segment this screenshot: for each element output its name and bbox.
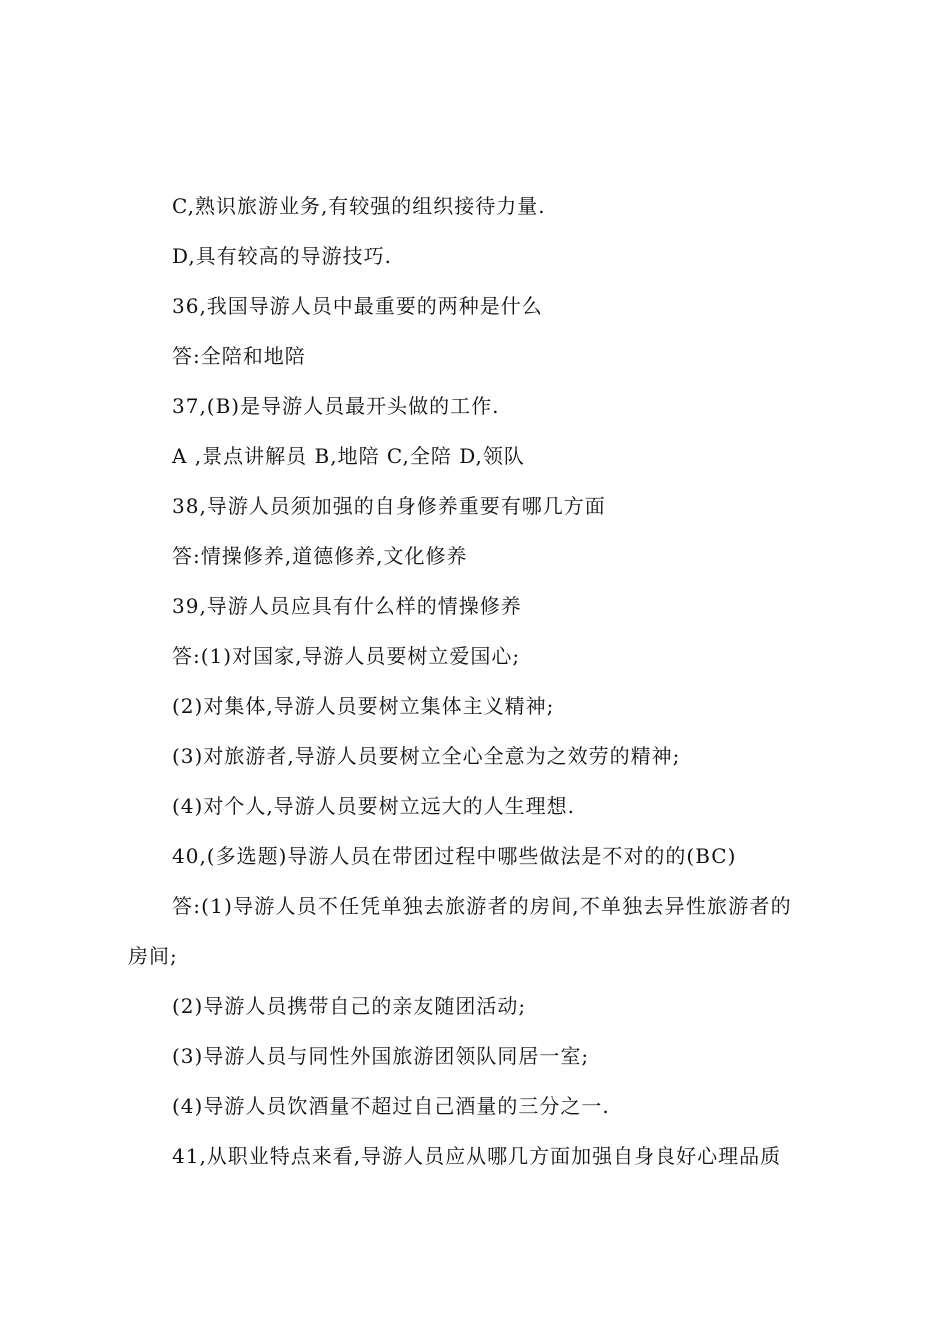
- question-37: 37,(B)是导游人员最开头做的工作.: [172, 394, 500, 418]
- answer-38: 答:情操修养,道德修养,文化修养: [172, 544, 468, 568]
- question-38: 38,导游人员须加强的自身修养重要有哪几方面: [172, 494, 606, 518]
- document-body: [128, 181, 838, 1181]
- answer-40-item-3: (3)导游人员与同性外国旅游团领队同居一室;: [172, 1044, 590, 1068]
- answer-40-item-2: (2)导游人员携带自己的亲友随团活动;: [172, 994, 527, 1018]
- question-41: 41,从职业特点来看,导游人员应从哪几方面加强自身良好心理品质: [172, 1144, 782, 1168]
- answer-40-item-1-continued: 房间;: [128, 944, 178, 968]
- options-37: A ,景点讲解员 B,地陪 C,全陪 D,领队: [172, 444, 525, 468]
- answer-36: 答:全陪和地陪: [172, 344, 306, 368]
- question-36: 36,我国导游人员中最重要的两种是什么: [172, 294, 543, 318]
- answer-39-item-2: (2)对集体,导游人员要树立集体主义精神;: [172, 694, 555, 718]
- answer-39-item-3: (3)对旅游者,导游人员要树立全心全意为之效劳的精神;: [172, 744, 681, 768]
- question-40: 40,(多选题)导游人员在带团过程中哪些做法是不对的的(BC): [172, 844, 737, 868]
- answer-39-item-1: 答:(1)对国家,导游人员要树立爱国心;: [172, 644, 521, 668]
- option-c-line: C,熟识旅游业务,有较强的组织接待力量.: [172, 194, 546, 218]
- option-d-line: D,具有较高的导游技巧.: [172, 244, 393, 268]
- answer-40-item-4: (4)导游人员饮酒量不超过自己酒量的三分之一.: [172, 1094, 610, 1118]
- question-39: 39,导游人员应具有什么样的情操修养: [172, 594, 522, 618]
- answer-40-item-1: 答:(1)导游人员不任凭单独去旅游者的房间,不单独去异性旅游者的: [172, 894, 792, 918]
- answer-39-item-4: (4)对个人,导游人员要树立远大的人生理想.: [172, 794, 576, 818]
